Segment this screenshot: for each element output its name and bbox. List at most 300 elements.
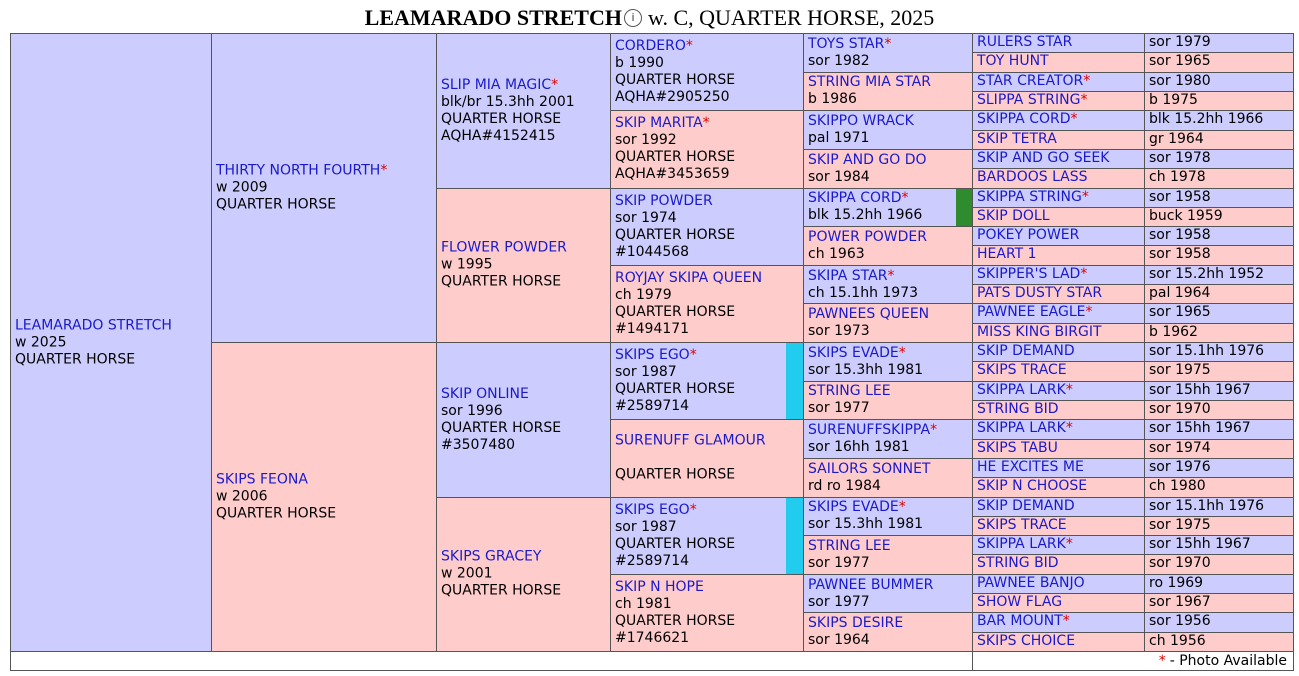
horse-detail: w 2025 xyxy=(15,334,67,350)
horse-cell xyxy=(972,593,1145,613)
horse-detail: #2589714 xyxy=(615,552,690,569)
horse-name-link[interactable]: SKIPS TRACE xyxy=(977,362,1067,379)
horse-cell xyxy=(972,342,1145,362)
horse-detail: ch 1956 xyxy=(1149,632,1206,649)
horse-name-link[interactable]: POWER POWDER xyxy=(808,228,927,245)
horse-detail: #3507480 xyxy=(441,436,516,453)
horse-name-link[interactable]: SKIPS EGO xyxy=(615,347,690,364)
horse-cell xyxy=(610,497,804,575)
horse-cell xyxy=(972,323,1145,343)
horse-name-link[interactable]: PATS DUSTY STAR xyxy=(977,285,1103,302)
horse-name-link[interactable]: SKIPPER'S LAD xyxy=(977,265,1081,282)
horse-detail: ch 15.1hh 1973 xyxy=(808,284,919,301)
horse-detail: sor 15hh 1967 xyxy=(1149,381,1251,398)
horse-cell xyxy=(972,381,1145,401)
horse-cell xyxy=(972,284,1145,304)
horse-detail: sor 1973 xyxy=(808,323,870,340)
horse-cell xyxy=(972,52,1145,72)
horse-name-link[interactable]: LEAMARADO STRETCH xyxy=(15,317,172,333)
horse-detail: sor 1975 xyxy=(1149,516,1211,533)
horse-cell xyxy=(972,554,1145,574)
horse-name-link[interactable]: SURENUFFSKIPPA xyxy=(808,422,931,439)
horse-name-link[interactable]: STRING LEE xyxy=(808,383,891,400)
horse-name-link[interactable]: FLOWER POWDER xyxy=(441,239,567,256)
horse-detail-cell xyxy=(1144,497,1294,517)
horse-info xyxy=(977,208,1140,225)
horse-info xyxy=(808,499,968,533)
horse-detail-cell xyxy=(1144,33,1294,53)
horse-detail: ro 1969 xyxy=(1149,574,1204,591)
horse-cell xyxy=(803,110,973,150)
horse-cell xyxy=(972,574,1145,594)
horse-detail xyxy=(615,450,799,467)
horse-name-link[interactable]: SKIPA STAR xyxy=(808,267,888,284)
horse-detail: QUARTER HORSE xyxy=(441,110,562,127)
horse-detail: b 1986 xyxy=(808,91,857,108)
horse-name-link[interactable]: SKIPS TABU xyxy=(977,439,1058,456)
horse-cell xyxy=(972,303,1145,323)
horse-name-link[interactable]: STRING MIA STAR xyxy=(808,74,931,91)
horse-name-link[interactable]: RULERS STAR xyxy=(977,34,1073,50)
horse-cell xyxy=(610,110,804,188)
horse-name-link[interactable]: STRING BID xyxy=(977,555,1059,572)
horse-name-link[interactable]: SKIPPA CORD xyxy=(808,190,902,207)
horse-info xyxy=(977,613,1140,630)
horse-detail: sor 1977 xyxy=(808,593,870,610)
footer-spacer xyxy=(10,651,973,671)
photo-available-mark: * xyxy=(1080,91,1088,108)
horse-name-link[interactable]: SKIP TETRA xyxy=(977,130,1057,147)
horse-detail: AQHA#4152415 xyxy=(441,127,556,144)
horse-info xyxy=(977,246,1140,263)
horse-name-link[interactable]: HE EXCITES ME xyxy=(977,458,1084,475)
horse-name-link[interactable]: SKIPPA LARK xyxy=(977,536,1066,553)
horse-detail: w 2009 xyxy=(216,179,268,196)
horse-detail: sor 1967 xyxy=(1149,594,1211,611)
horse-detail: sor 1975 xyxy=(1149,362,1211,379)
horse-detail: sor 1958 xyxy=(1149,246,1211,263)
horse-name-link[interactable]: SKIP MARITA xyxy=(615,115,703,132)
horse-detail: sor 1958 xyxy=(1149,188,1211,205)
horse-detail: ch 1981 xyxy=(615,595,672,612)
horse-info xyxy=(977,324,1140,341)
horse-info xyxy=(615,502,799,570)
horse-detail: QUARTER HORSE xyxy=(441,273,562,290)
horse-name-link[interactable]: SKIPS FEONA xyxy=(216,471,308,488)
horse-info xyxy=(615,579,799,647)
horse-info xyxy=(977,401,1140,418)
horse-info xyxy=(808,461,968,495)
horse-info xyxy=(216,163,432,214)
horse-detail: QUARTER HORSE xyxy=(441,419,562,436)
horse-info xyxy=(977,53,1140,70)
horse-detail-cell xyxy=(1144,168,1294,188)
horse-name-link[interactable]: SKIPPO WRACK xyxy=(808,113,914,130)
horse-detail-cell xyxy=(1144,72,1294,92)
horse-cell xyxy=(610,342,804,420)
horse-detail-cell xyxy=(1144,110,1294,130)
horse-cell xyxy=(972,535,1145,555)
horse-info xyxy=(977,131,1140,148)
horse-info xyxy=(808,577,968,611)
horse-cell xyxy=(610,188,804,266)
horse-detail: QUARTER HORSE xyxy=(615,303,736,320)
horse-detail-cell xyxy=(1144,323,1294,343)
horse-info xyxy=(808,422,968,456)
photo-available-mark: * xyxy=(901,190,909,207)
horse-detail-cell xyxy=(1144,226,1294,246)
horse-detail-cell xyxy=(1144,361,1294,381)
horse-cell xyxy=(972,72,1145,92)
horse-info xyxy=(977,34,1140,51)
horse-detail: rd ro 1984 xyxy=(808,477,881,494)
horse-info xyxy=(808,306,968,340)
photo-available-mark: * xyxy=(689,501,697,518)
horse-cell xyxy=(436,33,611,189)
horse-detail-cell xyxy=(1144,574,1294,594)
horse-info xyxy=(808,36,968,70)
horse-cell xyxy=(211,33,437,343)
horse-name-link[interactable]: BARDOOS LASS xyxy=(977,169,1088,186)
horse-info xyxy=(615,193,799,261)
horse-detail: blk 15.2hh 1966 xyxy=(1149,111,1264,128)
horse-cell xyxy=(803,303,973,343)
horse-cell xyxy=(436,342,611,498)
horse-detail: gr 1964 xyxy=(1149,130,1204,147)
horse-detail: sor 1992 xyxy=(615,132,677,149)
horse-detail: AQHA#3453659 xyxy=(615,166,730,183)
horse-cell xyxy=(972,458,1145,478)
horse-info xyxy=(977,111,1140,128)
horse-info xyxy=(977,536,1140,553)
horse-name-link[interactable]: ROYJAY SKIPA QUEEN xyxy=(615,269,763,286)
horse-name-link[interactable]: SKIPS EVADE xyxy=(808,344,899,361)
photo-available-mark: * xyxy=(887,267,895,284)
horse-info xyxy=(977,382,1140,399)
horse-info xyxy=(977,343,1140,360)
horse-name-link[interactable]: MISS KING BIRGIT xyxy=(977,323,1102,340)
horse-info xyxy=(977,478,1140,495)
horse-detail-cell xyxy=(1144,535,1294,555)
horse-detail-cell xyxy=(1144,554,1294,574)
info-icon[interactable]: i xyxy=(624,9,642,27)
horse-info xyxy=(977,73,1140,90)
horse-name-link[interactable]: SKIP N HOPE xyxy=(615,578,704,595)
horse-info xyxy=(808,345,968,379)
cyan-marker xyxy=(786,343,803,419)
horse-name-link[interactable]: SKIP AND GO SEEK xyxy=(977,149,1110,166)
horse-name-link[interactable]: CORDERO xyxy=(615,38,686,55)
photo-available-mark: * xyxy=(689,347,697,364)
horse-info xyxy=(977,420,1140,437)
horse-cell xyxy=(972,245,1145,265)
horse-info xyxy=(977,150,1140,167)
horse-name-link[interactable]: SKIP POWDER xyxy=(615,192,713,209)
photo-available-mark: * xyxy=(1085,304,1093,321)
horse-name-link[interactable]: STRING BID xyxy=(977,400,1059,417)
horse-detail: #1746621 xyxy=(615,629,690,646)
horse-name-link[interactable]: SKIPS DESIRE xyxy=(808,615,904,632)
horse-cell xyxy=(803,265,973,305)
photo-available-mark: * xyxy=(884,35,892,52)
horse-detail: QUARTER HORSE xyxy=(216,505,337,522)
horse-info xyxy=(977,594,1140,611)
horse-detail: sor 15.1hh 1976 xyxy=(1149,497,1265,514)
horse-detail: QUARTER HORSE xyxy=(615,149,736,166)
horse-cell xyxy=(803,458,973,498)
horse-detail-cell xyxy=(1144,91,1294,111)
horse-detail: b 1990 xyxy=(615,55,664,72)
horse-cell xyxy=(972,33,1145,53)
horse-detail: sor 16hh 1981 xyxy=(808,439,910,456)
horse-detail: blk 15.2hh 1966 xyxy=(808,207,923,224)
horse-name-link[interactable]: SKIP AND GO DO xyxy=(808,151,927,168)
horse-cell xyxy=(803,226,973,266)
horse-cell xyxy=(610,574,804,652)
horse-cell xyxy=(972,168,1145,188)
horse-name-link[interactable]: SKIPPA LARK xyxy=(977,381,1066,398)
horse-detail: #2589714 xyxy=(615,398,690,415)
horse-detail-cell xyxy=(1144,381,1294,401)
horse-cell xyxy=(436,188,611,344)
horse-detail-cell xyxy=(1144,130,1294,150)
horse-name-link[interactable]: SKIPS TRACE xyxy=(977,516,1067,533)
horse-info xyxy=(808,538,968,572)
horse-detail: sor 15hh 1967 xyxy=(1149,536,1251,553)
horse-name-link[interactable]: PAWNEES QUEEN xyxy=(808,306,930,323)
horse-cell xyxy=(211,342,437,652)
horse-name-link[interactable]: SKIPS EVADE xyxy=(808,499,899,516)
horse-name-link[interactable]: BAR MOUNT xyxy=(977,613,1063,630)
horse-name-link[interactable]: TOY HUNT xyxy=(977,53,1049,70)
horse-detail: #1044568 xyxy=(615,243,690,260)
horse-cell xyxy=(972,110,1145,130)
horse-detail: AQHA#2905250 xyxy=(615,89,730,106)
horse-detail: sor 1984 xyxy=(808,168,870,185)
horse-name-link[interactable]: SKIPS EGO xyxy=(615,501,690,518)
cyan-marker xyxy=(786,498,803,574)
horse-detail: sor 1958 xyxy=(1149,227,1211,244)
horse-name-link[interactable]: SAILORS SONNET xyxy=(808,460,931,477)
horse-info xyxy=(441,549,606,600)
horse-cell xyxy=(803,381,973,421)
horse-detail: sor 1970 xyxy=(1149,400,1211,417)
horse-name-link[interactable]: SKIP DEMAND xyxy=(977,497,1075,514)
horse-info xyxy=(977,189,1140,206)
horse-name-link[interactable]: PAWNEE BUMMER xyxy=(808,576,934,593)
horse-info xyxy=(808,74,968,108)
horse-name-link[interactable]: SKIP N CHOOSE xyxy=(977,478,1088,495)
horse-detail: QUARTER HORSE xyxy=(15,351,136,367)
horse-cell xyxy=(972,130,1145,150)
horse-cell xyxy=(803,342,973,382)
horse-detail: sor 15hh 1967 xyxy=(1149,420,1251,437)
horse-detail-cell xyxy=(1144,245,1294,265)
horse-summary: w. C, QUARTER HORSE, 2025 xyxy=(647,5,935,30)
horse-name-link[interactable]: SLIP MIA MAGIC xyxy=(441,76,552,93)
horse-name-link[interactable]: POKEY POWER xyxy=(977,227,1080,244)
horse-name-link[interactable]: SKIPS CHOICE xyxy=(977,632,1076,649)
horse-name-link[interactable]: PAWNEE EAGLE xyxy=(977,304,1086,321)
horse-detail-cell xyxy=(1144,458,1294,478)
horse-detail: QUARTER HORSE xyxy=(615,535,736,552)
horse-info xyxy=(977,459,1140,476)
horse-info xyxy=(808,268,968,302)
horse-detail: sor 1978 xyxy=(1149,149,1211,166)
horse-cell xyxy=(803,419,973,459)
horse-cell xyxy=(610,265,804,343)
horse-name-link[interactable]: STRING LEE xyxy=(808,537,891,554)
horse-detail: sor 1979 xyxy=(1149,34,1211,50)
horse-detail: sor 1982 xyxy=(808,52,870,69)
horse-detail-cell xyxy=(1144,400,1294,420)
horse-cell xyxy=(803,72,973,112)
photo-available-mark: * xyxy=(898,499,906,516)
photo-available-mark: * xyxy=(1083,72,1091,89)
horse-info xyxy=(977,498,1140,515)
horse-detail: QUARTER HORSE xyxy=(441,582,562,599)
horse-info xyxy=(615,270,799,338)
green-marker xyxy=(956,189,972,227)
photo-available-mark: * xyxy=(1065,381,1073,398)
horse-info xyxy=(977,92,1140,109)
horse-name-link[interactable]: SHOW FLAG xyxy=(977,594,1063,611)
horse-detail: sor 1970 xyxy=(1149,555,1211,572)
horse-info xyxy=(977,517,1140,534)
horse-detail: blk/br 15.3hh 2001 xyxy=(441,93,575,110)
horse-name-link[interactable]: STAR CREATOR xyxy=(977,72,1084,89)
horse-detail: b 1962 xyxy=(1149,323,1198,340)
horse-detail-cell xyxy=(1144,342,1294,362)
photo-available-mark: * xyxy=(1062,613,1070,630)
horse-info xyxy=(977,266,1140,283)
horse-info xyxy=(977,575,1140,592)
horse-name-link[interactable]: SKIP DEMAND xyxy=(977,343,1075,359)
horse-name-link[interactable]: PAWNEE BANJO xyxy=(977,574,1085,591)
horse-detail: ch 1963 xyxy=(808,245,865,262)
horse-name-title: LEAMARADO STRETCH xyxy=(364,5,622,30)
photo-legend xyxy=(972,651,1294,671)
horse-info xyxy=(977,555,1140,572)
horse-detail: b 1975 xyxy=(1149,91,1198,108)
photo-available-mark: * xyxy=(1070,111,1078,128)
horse-info xyxy=(977,227,1140,244)
horse-name-link[interactable]: HEART 1 xyxy=(977,246,1037,263)
horse-name-link[interactable]: SKIPPA LARK xyxy=(977,420,1066,437)
photo-available-mark: * xyxy=(898,344,906,361)
horse-info xyxy=(808,229,968,263)
photo-available-mark: * xyxy=(551,76,559,93)
horse-detail-cell xyxy=(1144,419,1294,439)
horse-info xyxy=(615,38,799,106)
horse-name-link[interactable]: SKIPPA STRING xyxy=(977,188,1082,205)
horse-detail: pal 1971 xyxy=(808,130,870,147)
horse-detail: sor 15.3hh 1981 xyxy=(808,361,924,378)
horse-detail: w 2006 xyxy=(216,488,268,505)
horse-info xyxy=(977,304,1140,321)
photo-mark: * xyxy=(1158,653,1166,669)
photo-available-mark: * xyxy=(380,162,388,179)
horse-detail: sor 1977 xyxy=(808,554,870,571)
horse-cell xyxy=(972,207,1145,227)
horse-info xyxy=(441,240,606,291)
horse-detail: sor 1964 xyxy=(808,632,870,649)
horse-name-link[interactable]: SKIPPA CORD xyxy=(977,111,1071,128)
horse-detail: sor 1980 xyxy=(1149,72,1211,89)
horse-cell xyxy=(972,439,1145,459)
horse-detail: w 2001 xyxy=(441,565,493,582)
photo-available-mark: * xyxy=(702,115,710,132)
horse-info xyxy=(808,615,968,649)
horse-detail-cell xyxy=(1144,149,1294,169)
photo-available-mark: * xyxy=(685,38,693,55)
horse-info xyxy=(615,347,799,415)
horse-detail: QUARTER HORSE xyxy=(615,72,736,89)
photo-legend-text: - Photo Available xyxy=(1169,653,1287,669)
horse-detail: QUARTER HORSE xyxy=(615,466,736,483)
horse-cell xyxy=(972,497,1145,517)
horse-detail: ch 1978 xyxy=(1149,169,1206,186)
horse-detail-cell xyxy=(1144,593,1294,613)
horse-cell xyxy=(436,497,611,653)
photo-available-mark: * xyxy=(1080,265,1088,282)
horse-name-link[interactable]: SKIP DOLL xyxy=(977,207,1050,224)
horse-cell xyxy=(803,33,973,73)
horse-detail: sor 15.3hh 1981 xyxy=(808,516,924,533)
horse-info xyxy=(15,317,207,368)
horse-cell xyxy=(10,33,212,652)
horse-detail: ch 1979 xyxy=(615,286,672,303)
horse-info xyxy=(615,433,799,484)
horse-cell xyxy=(803,188,973,228)
horse-info xyxy=(216,472,432,523)
horse-detail: sor 15.1hh 1976 xyxy=(1149,343,1265,359)
horse-detail-cell xyxy=(1144,439,1294,459)
horse-name-link[interactable]: TOYS STAR xyxy=(808,35,885,52)
photo-available-mark: * xyxy=(1065,420,1073,437)
horse-detail-cell xyxy=(1144,188,1294,208)
horse-cell xyxy=(972,149,1145,169)
horse-detail-cell xyxy=(1144,303,1294,323)
horse-detail: QUARTER HORSE xyxy=(216,196,337,213)
photo-available-mark: * xyxy=(1081,188,1089,205)
horse-detail: buck 1959 xyxy=(1149,207,1223,224)
horse-detail-cell xyxy=(1144,516,1294,536)
horse-detail: pal 1964 xyxy=(1149,285,1211,302)
horse-detail-cell xyxy=(1144,52,1294,72)
horse-detail: QUARTER HORSE xyxy=(615,381,736,398)
horse-detail: ch 1980 xyxy=(1149,478,1206,495)
horse-cell xyxy=(972,516,1145,536)
horse-cell xyxy=(610,33,804,111)
horse-info xyxy=(977,362,1140,379)
horse-info xyxy=(441,386,606,454)
horse-detail: sor 1996 xyxy=(441,402,503,419)
horse-cell xyxy=(972,477,1145,497)
horse-name-link[interactable]: SKIPS GRACEY xyxy=(441,548,542,565)
horse-name-link[interactable]: SLIPPA STRING xyxy=(977,91,1081,108)
horse-detail: w 1995 xyxy=(441,256,493,273)
horse-cell xyxy=(803,497,973,537)
horse-name-link[interactable]: SURENUFF GLAMOUR xyxy=(615,432,766,449)
horse-detail: sor 1965 xyxy=(1149,53,1211,70)
horse-name-link[interactable]: SKIP ONLINE xyxy=(441,385,529,402)
horse-name-link[interactable]: THIRTY NORTH FOURTH xyxy=(216,162,381,179)
horse-cell xyxy=(803,574,973,614)
horse-cell xyxy=(972,91,1145,111)
horse-cell xyxy=(972,361,1145,381)
photo-available-mark: * xyxy=(1065,536,1073,553)
